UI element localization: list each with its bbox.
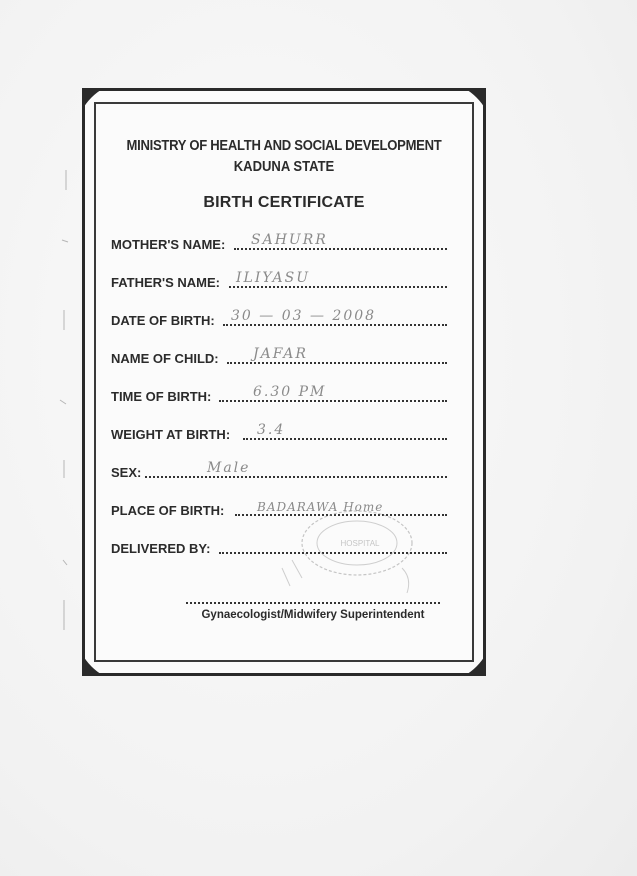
field-label: FATHER'S NAME:	[111, 275, 221, 290]
field-label: DATE OF BIRTH:	[111, 313, 215, 328]
field-label: DELIVERED BY:	[111, 541, 211, 556]
certificate-title: BIRTH CERTIFICATE	[203, 194, 365, 211]
field-value-place-of-birth: BADARAWA Home	[257, 500, 384, 514]
field-label: TIME OF BIRTH:	[111, 389, 212, 404]
signature-label: Gynaecologist/Midwifery Superintendent	[201, 609, 425, 621]
corner-ornament-icon	[82, 654, 104, 676]
field-label: PLACE OF BIRTH:	[111, 503, 225, 518]
corner-ornament-icon	[82, 88, 104, 110]
state-heading: KADUNA STATE	[233, 159, 335, 175]
hospital-stamp-icon	[262, 498, 432, 608]
field-time-of-birth	[111, 384, 447, 406]
stamp-text: HOSPITAL	[340, 539, 380, 548]
field-mothers-name	[111, 232, 447, 254]
field-sex	[111, 460, 447, 482]
corner-ornament-icon	[464, 654, 486, 676]
field-label: MOTHER'S NAME:	[111, 237, 226, 252]
dotted-line	[219, 400, 447, 402]
field-value-time-of-birth: 6.30 PM	[253, 384, 327, 400]
field-date-of-birth	[111, 308, 447, 330]
dotted-line	[243, 438, 447, 440]
dotted-line	[223, 324, 447, 326]
dotted-line	[229, 286, 447, 288]
field-value-name-of-child: JAFAR	[253, 346, 308, 362]
field-label: SEX:	[111, 465, 142, 480]
field-fathers-name	[111, 270, 447, 292]
field-name-of-child	[111, 346, 447, 368]
dotted-line	[145, 476, 447, 478]
field-value-weight-at-birth: 3.4	[257, 422, 286, 438]
scan-edge-marks	[54, 160, 74, 680]
field-value-date-of-birth: 30 — 03 — 2008	[231, 308, 377, 324]
field-weight-at-birth	[111, 422, 447, 444]
ministry-heading: MINISTRY OF HEALTH AND SOCIAL DEVELOPMENT	[126, 138, 442, 154]
field-label: WEIGHT AT BIRTH:	[111, 427, 231, 442]
dotted-line	[227, 362, 447, 364]
signature-line	[186, 602, 440, 604]
field-value-mothers-name: SAHURR	[251, 232, 328, 248]
corner-ornament-icon	[464, 88, 486, 110]
field-value-sex: Male	[207, 460, 251, 476]
dotted-line	[234, 248, 447, 250]
field-value-fathers-name: ILIYASU	[236, 270, 311, 286]
field-label: NAME OF CHILD:	[111, 351, 219, 366]
